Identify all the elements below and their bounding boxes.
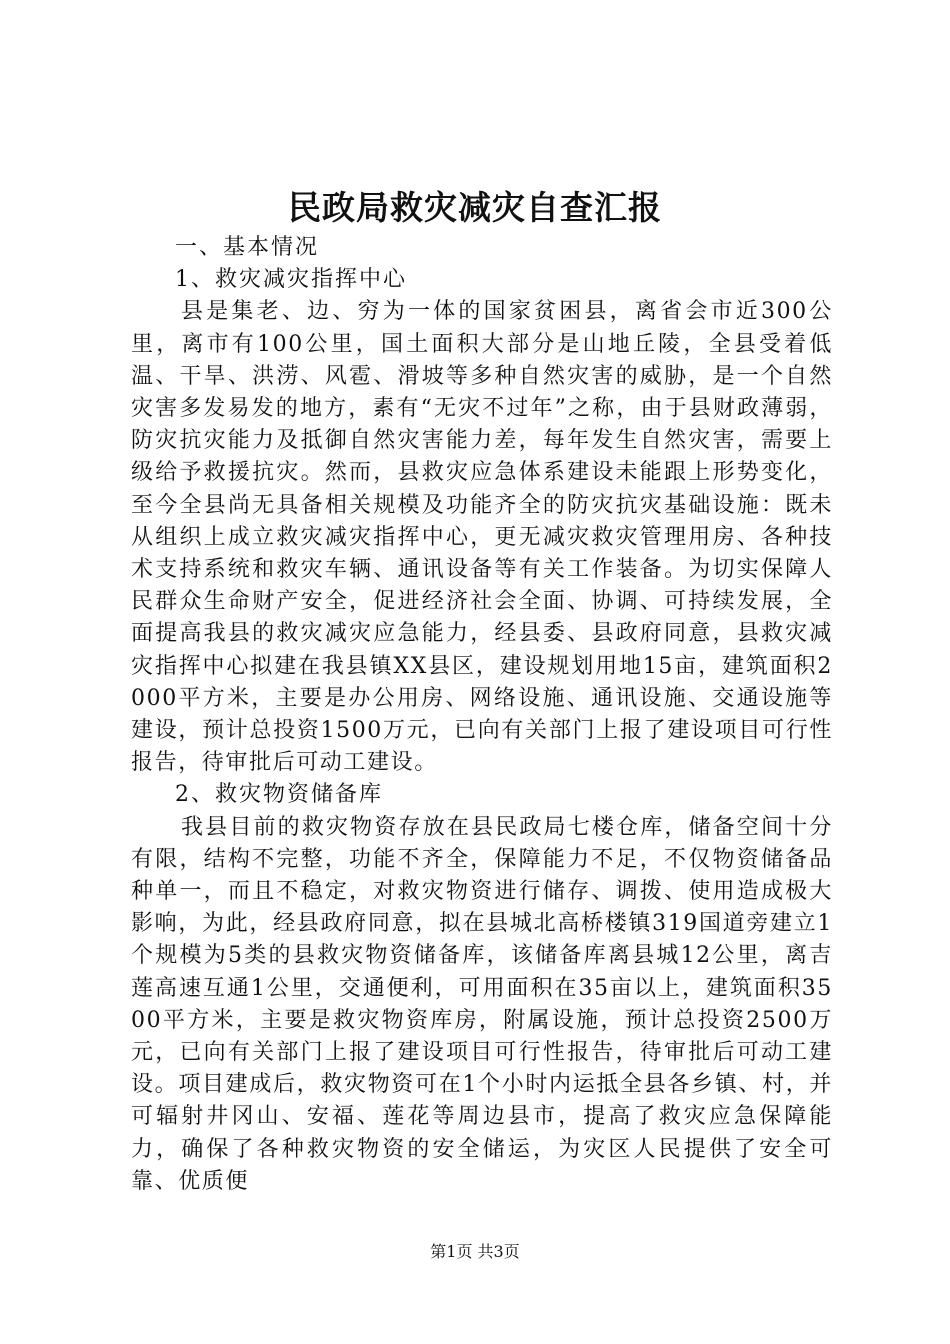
document-title: 民政局救灾减灾自查汇报 (288, 188, 662, 227)
page-number-footer: 第1页 共3页 (430, 1242, 520, 1261)
subsection-heading-command-center: 1、救灾减灾指挥中心 (175, 267, 407, 293)
section-heading-basic-info: 一、基本情况 (175, 235, 320, 260)
subsection-heading-reserve-depot: 2、救灾物资储备库 (175, 782, 383, 808)
paragraph-command-center: 县是集老、边、穷为一体的国家贫困县，离省会市近300公里，离市有100公里，国土面积大部分是山地丘陵，全县受着低温、干旱、洪涝、风雹、滑坡等多种自然灾害的威胁，是一个自然灾害多发易发的地方，素有“无灾不过年”之称，由于县财政薄弱，防灾抗灾能力及抵御自然灾害能力差，每年发生自然灾害，需要上级给予救援抗灾。然而，县救灾应急体系建设未能跟上形势变化，至今全县尚无具备相关规模及功能齐全的防灾抗灾基础设施：既未从组织上成立救灾减灾指挥中心，更无减灾救灾管理用房、各种技术支持系统和救灾车辆、通讯设备等有关工作装备。为切实保障人民群众生命财产安全，促进经济社会全面、协调、可持续发展，全面提高我县的救灾减灾应急能力，经县委、县政府同意，县救灾减灾指挥中心拟建在我县镇XX县区，建设规划用地15亩，建筑面积2000平方米，主要是办公用房、网络设施、通讯设施、交通设施等建设，预计总投资1500万元，已向有关部门上报了建设项目可行性报告，待审批后可动工建设。 (131, 299, 833, 776)
document-body (131, 232, 833, 1198)
paragraph-reserve-depot: 我县目前的救灾物资存放在县民政局七楼仓库，储备空间十分有限，结构不完整，功能不齐全，保障能力不足，不仅物资储备品种单一，而且不稳定，对救灾物资进行储存、调拨、使用造成极大影响，为此，经县政府同意，拟在县城北高桥楼镇319国道旁建立1个规模为5类的县救灾物资储备库，该储备库离县城12公里，离吉莲高速互通1公里，交通便利，可用面积在35亩以上，建筑面积3500平方米，主要是救灾物资库房，附属设施，预计总投资2500万元，已向有关部门上报了建设项目可行性报告，待审批后可动工建设。项目建成后，救灾物资可在1个小时内运抵全县各乡镇、村，并可辐射井冈山、安福、莲花等周边县市，提高了救灾应急保障能力，确保了各种救灾物资的安全储运，为灾区人民提供了安全可靠、优质便 (131, 814, 833, 1194)
